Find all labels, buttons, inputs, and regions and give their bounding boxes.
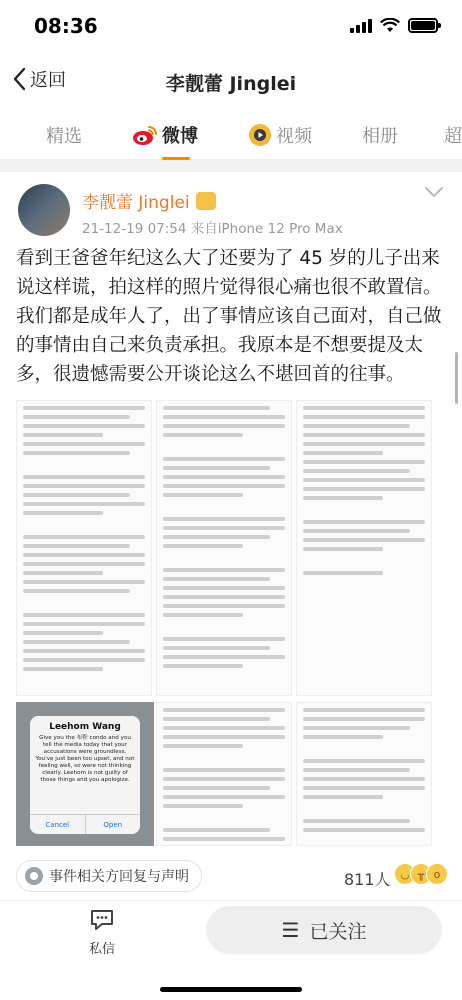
- tab-label: 相册: [362, 126, 398, 147]
- scroll-indicator[interactable]: [455, 352, 458, 404]
- alert-title: Leehom Wang: [49, 722, 121, 732]
- reaction-emojis[interactable]: [394, 863, 448, 885]
- section-divider: [0, 160, 462, 172]
- menu-icon: ☰: [281, 918, 300, 942]
- battery-icon: [408, 18, 438, 33]
- tab-featured[interactable]: [46, 122, 82, 148]
- post-text: 看到王爸爸年纪这么大了还要为了 45 岁的儿子出来说这样谎，拍这样的照片觉得很心痛也很不敢置信。我们都是成年人了，出了事情应该自己面对，自己做的事情由自己来负责承担。我原本是不想要提及太多，很遗憾需要公开谈论这么不堪回首的往事。: [16, 248, 442, 385]
- screenshot-image[interactable]: [16, 702, 154, 846]
- alert-body: Give you the 布鞋 condo and you tell the media today that your accusations were groundless. You've just been too upset, and not feeling well, so were not thinking clearly. Leehom is not guilty of those things and you apologize.: [35, 735, 135, 783]
- weibo-icon: [132, 124, 158, 146]
- message-button[interactable]: [72, 908, 132, 957]
- page-title: 李靓蕾 Jinglei: [165, 73, 297, 95]
- wifi-icon: [380, 18, 400, 33]
- topic-icon: [25, 867, 43, 885]
- signal-icon: [350, 19, 372, 33]
- cry-emoji-icon: ╥: [410, 863, 432, 885]
- post-meta: 21-12-19 07:54 来自iPhone 12 Pro Max: [82, 221, 343, 237]
- vip-badge-icon: [196, 192, 216, 210]
- back-label: 返回: [30, 70, 66, 91]
- tab-label: 微博: [162, 126, 198, 147]
- status-bar: [0, 0, 462, 56]
- author-name: 李靓蕾 Jinglei: [82, 193, 190, 213]
- statement-image[interactable]: [156, 400, 292, 696]
- tab-album[interactable]: [362, 122, 398, 148]
- alert-buttons: [30, 814, 140, 834]
- statement-image[interactable]: [156, 702, 292, 846]
- following-label: 已关注: [309, 920, 367, 943]
- tab-video[interactable]: [248, 122, 312, 148]
- nav-bar: [0, 56, 462, 108]
- following-button[interactable]: [206, 906, 442, 954]
- chevron-down-icon[interactable]: [424, 186, 444, 198]
- like-count[interactable]: 811人: [344, 870, 391, 889]
- profile-tabs: [0, 108, 462, 160]
- tab-weibo[interactable]: [132, 122, 198, 148]
- bottom-divider: [0, 900, 462, 901]
- statement-image[interactable]: [296, 400, 432, 696]
- home-indicator[interactable]: [160, 987, 302, 992]
- tab-label: 超: [444, 126, 462, 147]
- image-grid: [16, 400, 432, 846]
- alert-cancel: Cancel: [30, 815, 86, 834]
- video-icon: [248, 123, 272, 147]
- tab-label: 精选: [46, 126, 82, 147]
- status-time: 08:36: [34, 14, 98, 38]
- tab-label: 视频: [276, 126, 312, 147]
- status-icons: [350, 18, 438, 33]
- statement-image[interactable]: [296, 702, 432, 846]
- message-label: 私信: [88, 942, 115, 957]
- shock-emoji-icon: o: [426, 863, 448, 885]
- avatar[interactable]: [18, 184, 70, 236]
- topic-label: 事件相关方回复与声明: [49, 869, 189, 885]
- topic-tag[interactable]: [16, 860, 202, 892]
- tab-super[interactable]: [444, 122, 462, 148]
- alert-dialog: [30, 716, 140, 834]
- smile-emoji-icon: ◡: [394, 863, 416, 885]
- post-author[interactable]: [82, 188, 216, 213]
- chat-icon: [89, 908, 115, 932]
- alert-open: Open: [103, 821, 123, 829]
- statement-image[interactable]: [16, 400, 152, 696]
